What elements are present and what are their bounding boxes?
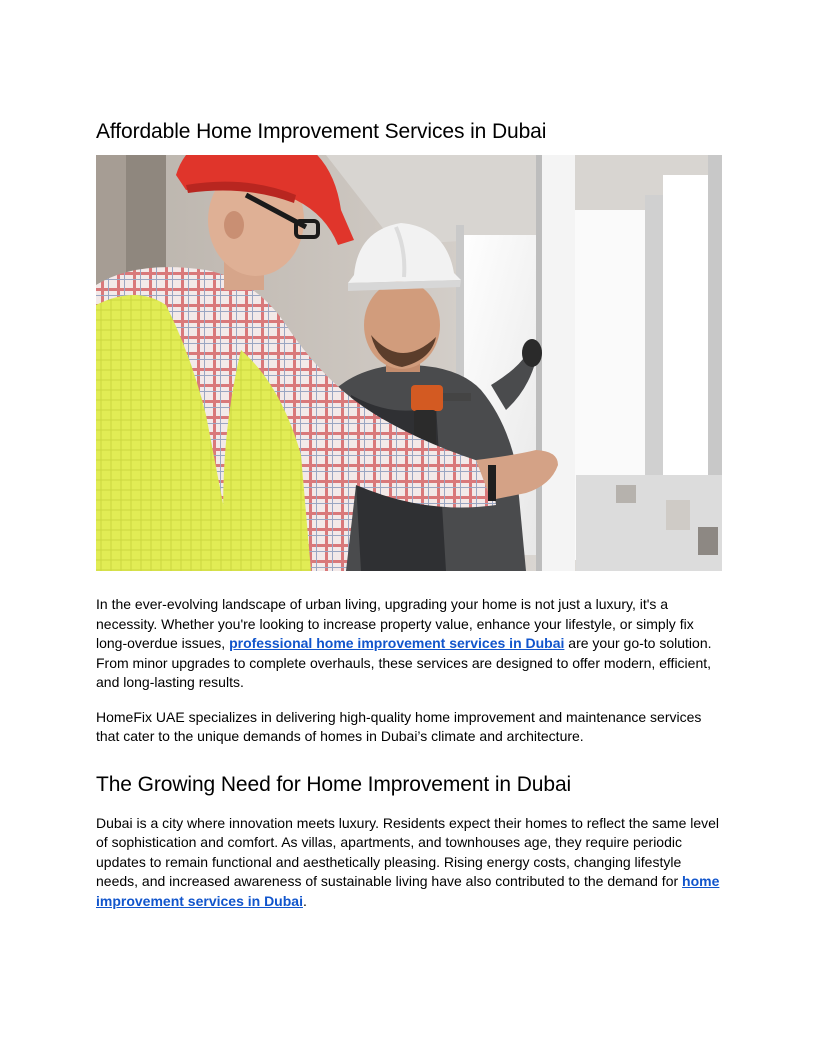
section-heading: The Growing Need for Home Improvement in Dubai bbox=[96, 772, 572, 796]
intro-text-after: are your go-to solution. From minor upgrades to complete overhauls, these services are designed to offer modern, efficient, and long-lasting results. bbox=[96, 635, 712, 690]
hero-photo-workers-installing-window bbox=[96, 155, 722, 571]
growing-need-paragraph bbox=[96, 814, 722, 912]
growing-need-text-before: Dubai is a city where innovation meets luxury. Residents expect their homes to reflect the same level of sophistication and comfort. As villas, apartments, and townhouses age, they require periodic updates to remain functional and aesthetically pleasing. Rising energy costs, changing lifestyle needs, and increased awareness of sustainable living have also contributed to the demand for bbox=[96, 814, 720, 889]
document-body bbox=[96, 116, 722, 911]
professional-services-link[interactable]: professional home improvement services in Dubai bbox=[229, 635, 565, 651]
home-improvement-services-link[interactable]: home improvement services in Dubai bbox=[96, 873, 720, 909]
homefix-paragraph: HomeFix UAE specializes in delivering high-quality home improvement and maintenance services that cater to the unique demands of homes in Dubai’s climate and architecture. bbox=[96, 708, 702, 744]
growing-need-text-after: . bbox=[302, 892, 307, 909]
document-title: Affordable Home Improvement Services in Dubai bbox=[96, 120, 547, 143]
intro-text-before: In the ever-evolving landscape of urban living, upgrading your home is not just a luxury, it's a necessity. Whether you're looking to increase property value, enhance your lifestyle, or simply fix long-overdue issues, bbox=[96, 596, 694, 651]
intro-paragraph bbox=[96, 595, 722, 693]
